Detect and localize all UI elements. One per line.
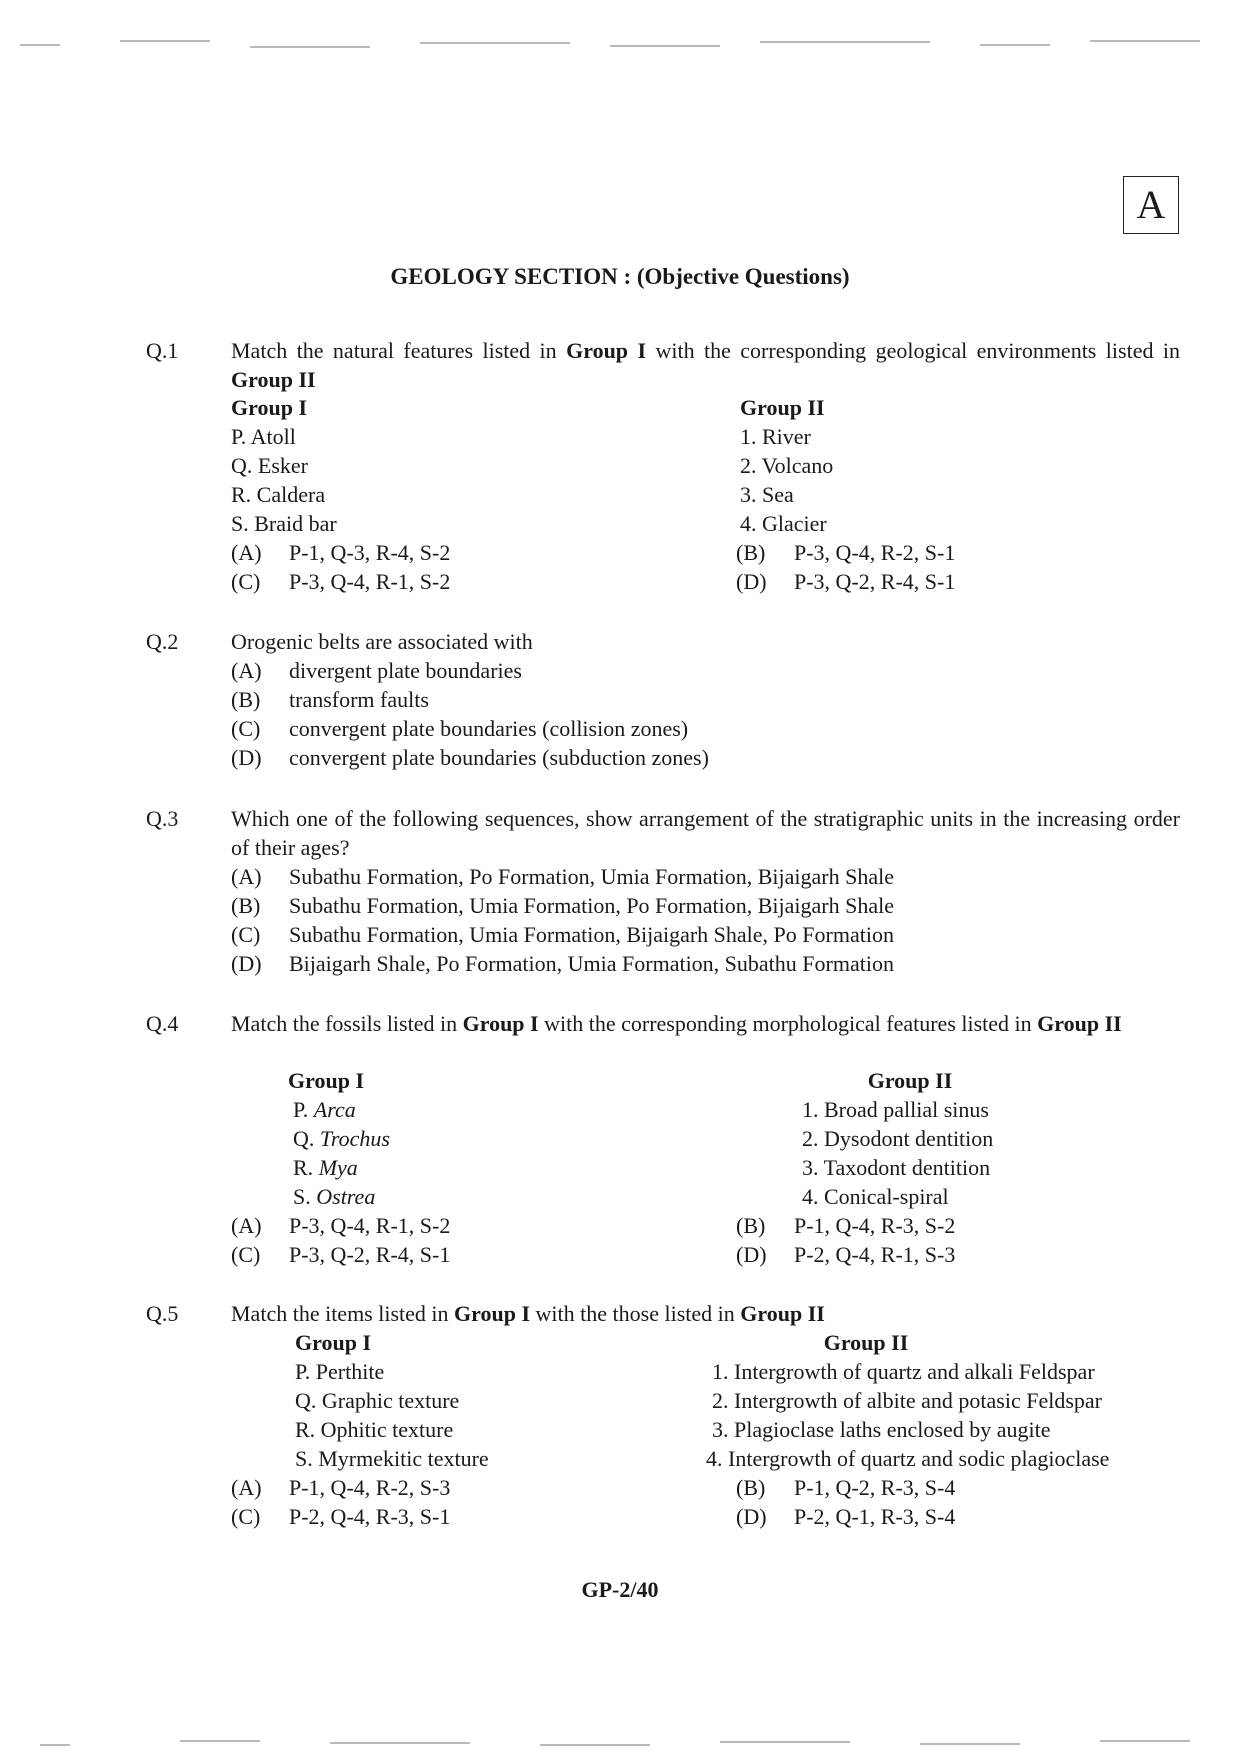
option-c[interactable]: (C) Subathu Formation, Umia Formation, Bijaigarh Shale, Po Formation	[231, 922, 894, 947]
option-a[interactable]: (A) P-3, Q-4, R-1, S-2	[231, 1213, 451, 1238]
option-c[interactable]: (C) P-3, Q-4, R-1, S-2	[231, 569, 451, 594]
list-item: 2. Intergrowth of albite and potasic Feldspar	[712, 1388, 1102, 1413]
option-d[interactable]: (D) P-2, Q-1, R-3, S-4	[736, 1504, 956, 1529]
list-item: 3. Taxodont dentition	[802, 1155, 991, 1180]
page-number: GP-2/40	[581, 1577, 659, 1602]
option-b[interactable]: (B) Subathu Formation, Umia Formation, Po Formation, Bijaigarh Shale	[231, 893, 894, 918]
question-number: Q.1	[146, 338, 179, 363]
list-item: 4. Intergrowth of quartz and sodic plagioclase	[706, 1446, 1110, 1471]
group-1-heading: Group I	[231, 395, 308, 420]
question-number: Q.5	[146, 1301, 179, 1326]
option-c[interactable]: (C) P-2, Q-4, R-3, S-1	[231, 1504, 451, 1529]
option-d[interactable]: (D) P-3, Q-2, R-4, S-1	[736, 569, 956, 594]
list-item: Q. Graphic texture	[295, 1388, 460, 1413]
list-item: S. Ostrea	[293, 1184, 376, 1209]
option-c[interactable]: (C) convergent plate boundaries (collision zones)	[231, 716, 689, 741]
option-a[interactable]: (A) P-1, Q-3, R-4, S-2	[231, 540, 451, 565]
list-item: R. Caldera	[231, 482, 326, 507]
list-item: Q. Esker	[231, 453, 308, 478]
option-d[interactable]: (D) Bijaigarh Shale, Po Formation, Umia Formation, Subathu Formation	[231, 951, 894, 976]
list-item: S. Myrmekitic texture	[295, 1446, 489, 1471]
list-item: 1. Intergrowth of quartz and alkali Feldspar	[712, 1359, 1095, 1384]
question-number: Q.4	[146, 1011, 179, 1036]
list-item: 2. Dysodont dentition	[802, 1126, 994, 1151]
question-stem: Match the items listed in Group I with the those listed in Group II	[231, 1301, 825, 1326]
list-item: 3. Sea	[740, 482, 794, 507]
list-item: 1. River	[740, 424, 811, 449]
list-item: 4. Glacier	[740, 511, 827, 536]
option-a[interactable]: (A) Subathu Formation, Po Formation, Umia Formation, Bijaigarh Shale	[231, 864, 894, 889]
question-stem: Which one of the following sequences, show arrangement of the stratigraphic units in the increasing order of their ages?	[231, 806, 1180, 860]
option-a[interactable]: (A) P-1, Q-4, R-2, S-3	[231, 1475, 451, 1500]
group-2-heading: Group II	[740, 395, 825, 420]
option-a[interactable]: (A) divergent plate boundaries	[231, 658, 522, 683]
option-b[interactable]: (B) P-1, Q-2, R-3, S-4	[736, 1475, 956, 1500]
list-item: 2. Volcano	[740, 453, 834, 478]
group-1-heading: Group I	[295, 1330, 372, 1355]
section-title: GEOLOGY SECTION : (Objective Questions)	[390, 264, 850, 289]
list-item: Q. Trochus	[293, 1126, 390, 1151]
list-item: 1. Broad pallial sinus	[802, 1097, 989, 1122]
list-item: 3. Plagioclase laths enclosed by augite	[712, 1417, 1051, 1442]
question-stem: Orogenic belts are associated with	[231, 629, 533, 654]
question-number: Q.3	[146, 806, 179, 831]
question-stem: Match the fossils listed in Group I with the corresponding morphological features listed in Group II	[231, 1011, 1122, 1036]
option-c[interactable]: (C) P-3, Q-2, R-4, S-1	[231, 1242, 451, 1267]
question-stem: Match the natural features listed in Group I with the corresponding geological environments listed in Group II	[231, 338, 1180, 392]
question-number: Q.2	[146, 629, 179, 654]
option-d[interactable]: (D) P-2, Q-4, R-1, S-3	[736, 1242, 956, 1267]
group-1-heading: Group I	[288, 1068, 365, 1093]
group-2-heading: Group II	[823, 1330, 909, 1355]
option-b[interactable]: (B) P-3, Q-4, R-2, S-1	[736, 540, 956, 565]
list-item: P. Atoll	[231, 424, 296, 449]
option-b[interactable]: (B) transform faults	[231, 687, 429, 712]
list-item: P. Arca	[293, 1097, 356, 1122]
set-code-box: A	[1123, 176, 1179, 234]
list-item: R. Ophitic texture	[295, 1417, 454, 1442]
list-item: 4. Conical-spiral	[802, 1184, 949, 1209]
list-item: P. Perthite	[295, 1359, 385, 1384]
group-2-heading: Group II	[867, 1068, 953, 1093]
option-b[interactable]: (B) P-1, Q-4, R-3, S-2	[736, 1213, 956, 1238]
list-item: R. Mya	[293, 1155, 358, 1180]
list-item: S. Braid bar	[231, 511, 337, 536]
option-d[interactable]: (D) convergent plate boundaries (subduction zones)	[231, 745, 709, 770]
